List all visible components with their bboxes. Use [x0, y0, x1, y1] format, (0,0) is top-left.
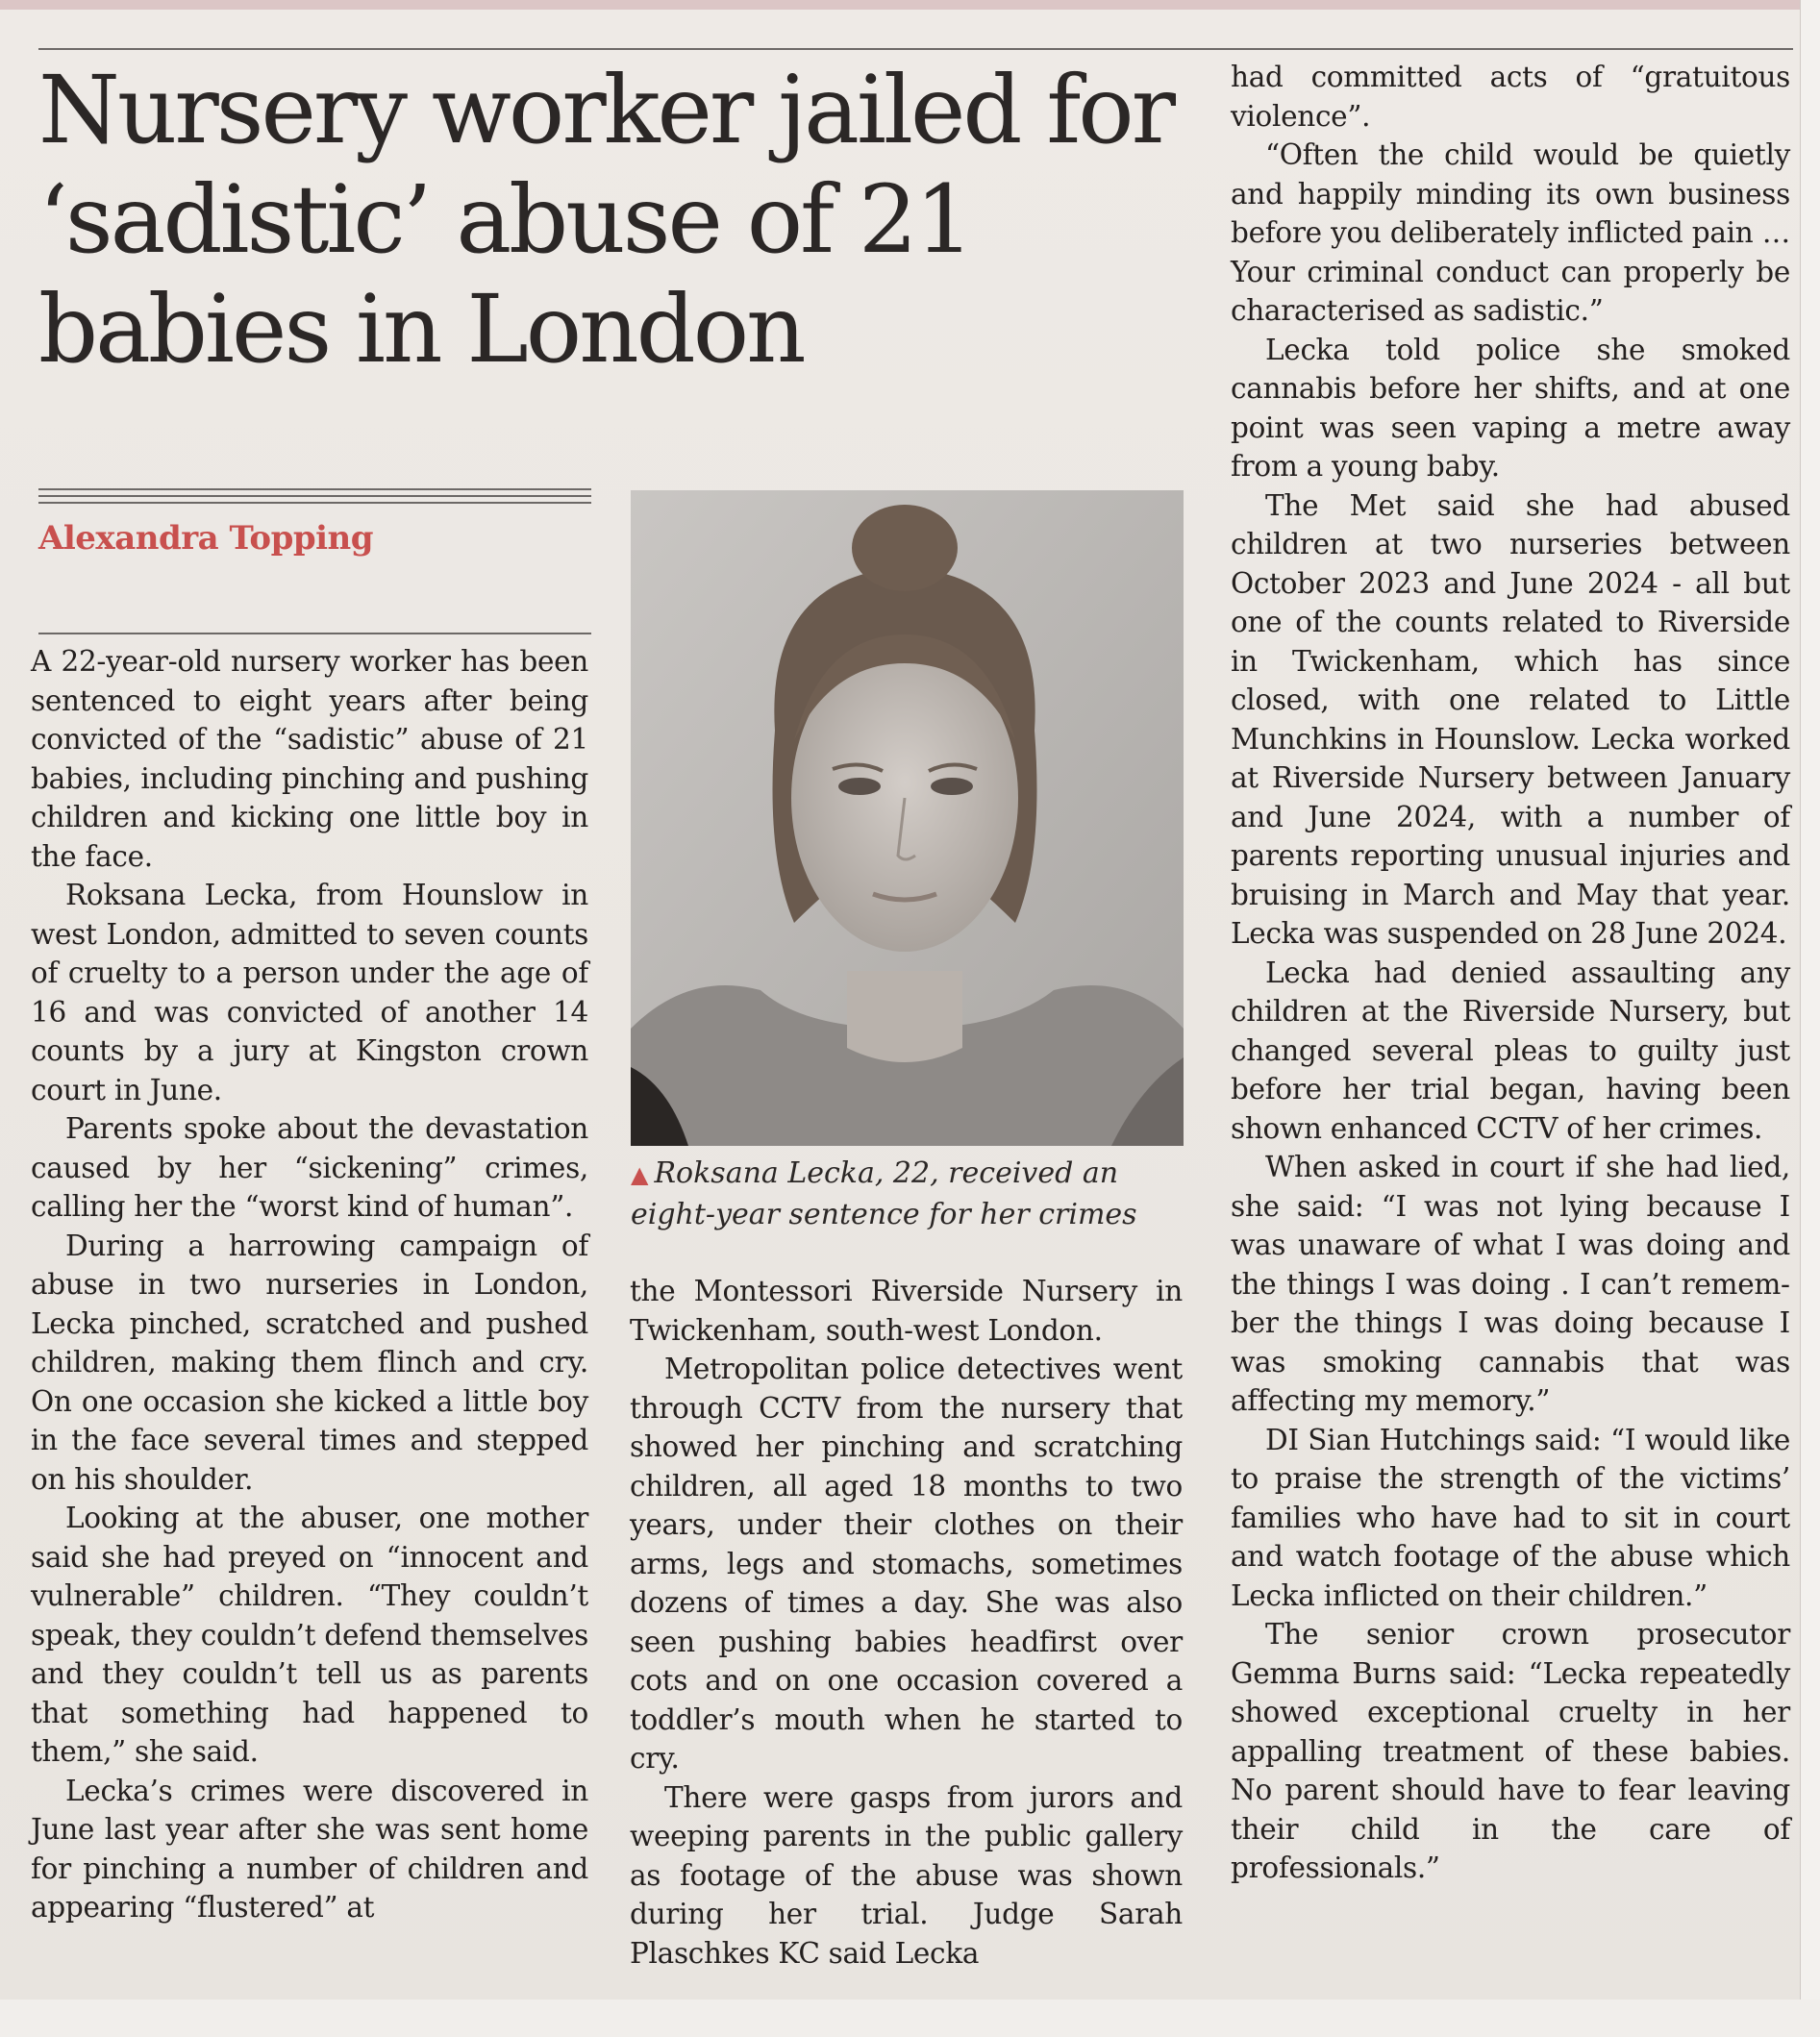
paragraph: Lecka told police she smoked cannabis before her shifts, and at one point was seen vaping a metre away from a young baby. — [1231, 333, 1790, 483]
paragraph: A 22-year-old nursery worker has been sentenced to eight years after being convicted of the “sadistic” abuse of 21 babies, including pinching and pushing children and kicking one little boy in the face. — [31, 645, 588, 873]
byline: Alexandra Topping — [38, 519, 374, 558]
paragraph: Parents spoke about the devastation caused by her “sickening” crimes, calling her the “worst kind of human”. — [31, 1112, 588, 1223]
paragraph: During a harrowing campaign of abuse in two nurseries in London, Lecka pinched, scratched and pushed children, making them flinch and cry. On one occasion she kicked a little boy in the face several times and stepped on his shoulder. — [31, 1229, 588, 1496]
byline-divider — [38, 633, 591, 634]
column-3 — [1231, 58, 1790, 1888]
page-edge — [1800, 0, 1820, 2037]
paragraph: The Met said she had abused children at two nurseries between October 2023 and June 2024 - all but one of the counts related to Riverside in Twickenham, which has since closed, with one related to Little Munchkins in Hounslow. Lecka worked at Riverside Nursery between January and June 2024, with a number of parents reporting unusual injuries and bruising in March and May that year. Lecka was suspended on 28 June 2024. — [1231, 488, 1790, 950]
paragraph: When asked in court if she had lied, she said: “I was not lying because I was unaware of what I was doing and the things I was doing . I can’t remember the things I was doing because I was smoking cannabis that was affecting my memory.” — [1231, 1151, 1790, 1417]
paragraph: Lecka had denied assaulting any children at the Riverside Nursery, but changed several pleas to guilty just before her trial began, having been shown enhanced CCTV of her crimes. — [1231, 956, 1790, 1145]
paragraph: There were gasps from jurors and weeping parents in the public gallery as footage of the abuse was shown during her trial. Judge Sarah Plaschkes KC said Lecka — [630, 1780, 1183, 1970]
paragraph: The senior crown prosecutor Gemma Burns said: “Lecka repeatedly showed exceptional cruelty in her appalling treatment of these babies. No parent should have to fear leaving their child in the care of professionals.” — [1231, 1618, 1790, 1884]
bottom-margin — [0, 2000, 1820, 2037]
paragraph: Roksana Lecka, from Hounslow in west London, admitted to seven counts of cruelty to a person under the age of 16 and was convicted of another 14 counts by a jury at Kingston crown court in June. — [31, 879, 588, 1106]
column-2 — [630, 1272, 1183, 1973]
headline: Nursery worker jailed for ‘sadistic’ abuse of 21 babies in London — [38, 56, 1174, 384]
paragraph: the Montessori Riverside Nursery in Twickenham, south-west London. — [630, 1275, 1183, 1347]
photo-caption — [631, 1154, 1188, 1234]
top-rule — [38, 48, 1793, 50]
paragraph: had committed acts of “gratuitous violence”. — [1231, 61, 1790, 133]
portrait-photo-icon — [631, 490, 1184, 1146]
caption-text: Roksana Lecka, 22, received an eight-year sentence for her crimes — [631, 1156, 1137, 1231]
byline-rules — [38, 488, 591, 511]
top-edge-strip — [0, 0, 1820, 10]
paragraph: Looking at the abuser, one mother said she had preyed on “innocent and vulnerable” children. “They couldn’t speak, they couldn’t defend themselves and they couldn’t tell us as parents that something had happened to them,” she said. — [31, 1502, 588, 1768]
caption-triangle-icon: ▲ — [631, 1161, 649, 1188]
column-1 — [31, 642, 588, 1927]
paragraph: “Often the child would be quietly and happily minding its own business before you deliberately inflicted pain … Your criminal conduct can properly be characterised as sadistic.” — [1231, 138, 1790, 327]
paragraph: DI Sian Hutchings said: “I would like to praise the strength of the victims’ families who have had to sit in court and watch footage of the abuse which Lecka inflicted on their children.” — [1231, 1423, 1790, 1612]
paragraph: Lecka’s crimes were discovered in June last year after she was sent home for pinching a number of children and appearing “flustered” at — [31, 1774, 588, 1924]
paragraph: Metropolitan police detectives went through CCTV from the nursery that showed her pinching and scratching children, all aged 18 months to two years, under their clothes on their arms, legs and stomachs, sometimes dozens of times a day. She was also seen pushing babies headfirst over cots and on one occasion covered a toddler’s mouth when he started to cry. — [630, 1353, 1183, 1775]
